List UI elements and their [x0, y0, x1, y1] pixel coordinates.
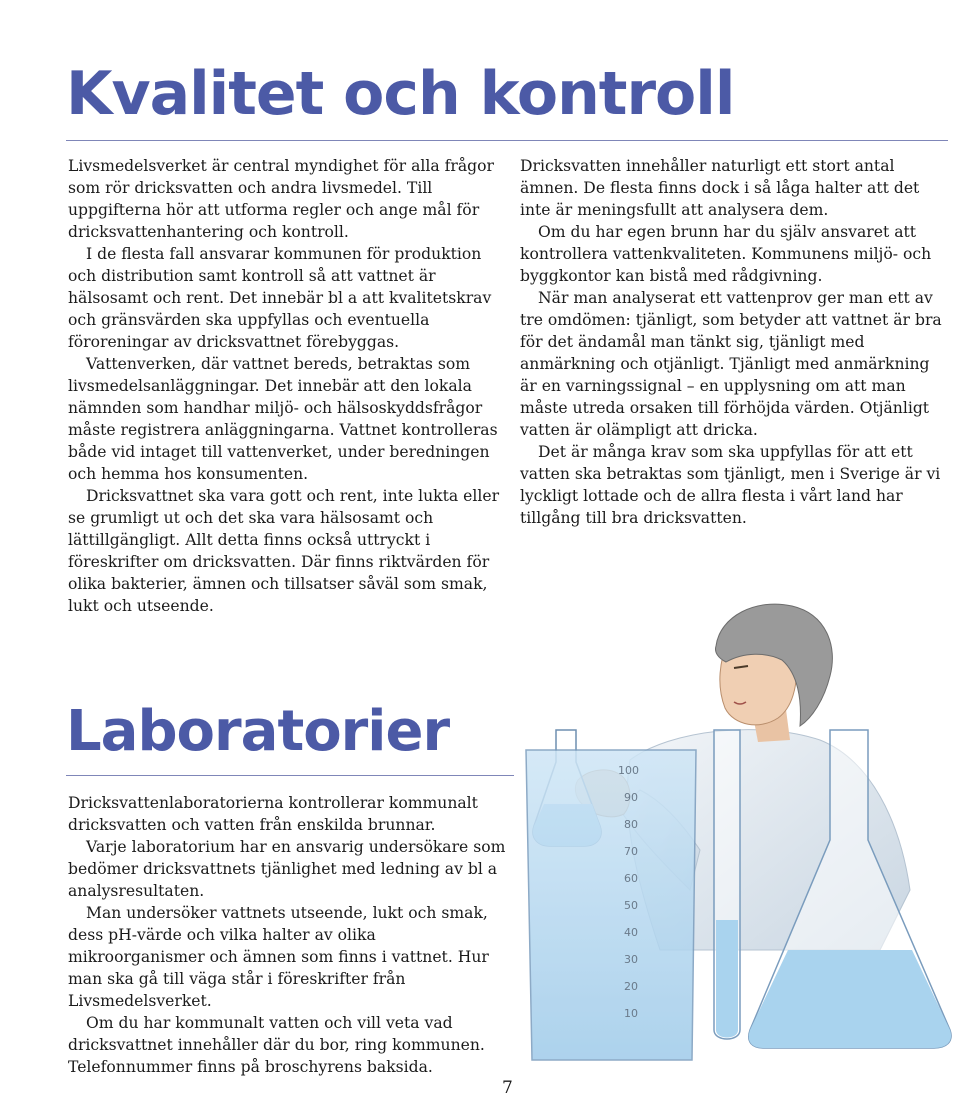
paragraph: Vattenverken, där vattnet bereds, betraktas som livsmedelsanläggningar. Det innebär att den lokala nämnden som handhar miljö- och hälsoskyddsfrågor måste registrera anläggningarna. Vattnet kontrolleras både vid intaget till vattenverket, under beredningen och hemma hos konsumenten.	[68, 355, 498, 483]
scale-label: 80	[624, 818, 638, 831]
scale-label: 50	[624, 899, 638, 912]
scale-label: 10	[624, 1007, 638, 1020]
lab-technician-illustration	[520, 590, 960, 1066]
heading-rule	[66, 775, 514, 776]
scale-label: 70	[624, 845, 638, 858]
text-column-laboratorier	[68, 792, 510, 1078]
paragraph: Livsmedelsverket är central myndighet för alla frågor som rör dricksvatten och andra livsmedel. Till uppgifterna hör att utforma regler och ange mål för dricksvattenhantering och kontroll.	[68, 157, 494, 241]
paragraph: Dricksvatten innehåller naturligt ett stort antal ämnen. De flesta finns dock i så låga halter att det inte är meningsfullt att analysera dem.	[520, 157, 920, 219]
paragraph: Om du har kommunalt vatten och vill veta vad dricksvattnet innehåller där du bor, ring kommunen. Telefonnummer finns på broschyrens baksida.	[68, 1014, 485, 1076]
test-tube-water	[716, 920, 738, 1038]
paragraph: När man analyserat ett vattenprov ger man ett av tre omdömen: tjänligt, som betyder att vattnet är bra för det ändamål man tänkt sig, tjänligt med anmärkning och otjänligt. Tjänligt med anmärkning är en varningssignal – en upplysning om att man måste utreda orsaken till förhöjda värden. Otjänligt vatten är olämpligt att dricka.	[520, 289, 942, 439]
paragraph: Dricksvattnet ska vara gott och rent, inte lukta eller se grumligt ut och det ska vara hälsosamt och lättillgängligt. Allt detta finns också uttryckt i föreskrifter om dricksvatten. Där finns riktvärden för olika bakterier, ämnen och tillsatser såväl som smak, lukt och utseende.	[68, 487, 500, 615]
text-column-left	[68, 155, 510, 617]
scale-label: 60	[624, 872, 638, 885]
scale-label: 90	[624, 791, 638, 804]
paragraph: Varje laboratorium har en ansvarig undersökare som bedömer dricksvattnets tjänlighet med ledning av bl a analysresultaten.	[68, 838, 506, 900]
scale-label: 40	[624, 926, 638, 939]
scale-label: 20	[624, 980, 638, 993]
section-title-kvalitet: Kvalitet och kontroll	[66, 59, 735, 129]
section-title-laboratorier: Laboratorier	[66, 699, 450, 764]
paragraph: I de flesta fall ansvarar kommunen för produktion och distribution samt kontroll så att vattnet är hälsosamt och rent. Det innebär bl a att kvalitetskrav och gränsvärden ska uppfyllas och eventuella föroreningar av dricksvattnet förebyggas.	[68, 245, 492, 351]
scale-label: 30	[624, 953, 638, 966]
paragraph: Om du har egen brunn har du själv ansvaret att kontrollera vattenkvaliteten. Kommunens miljö- och byggkontor kan bistå med rådgivning.	[520, 223, 932, 285]
paragraph: Det är många krav som ska uppfyllas för att ett vatten ska betraktas som tjänligt, men i Sverige är vi lyckligt lottade och de allra flesta i vårt land har tillgång till bra dricksvatten.	[520, 443, 941, 527]
paragraph: Dricksvattenlaboratorierna kontrollerar kommunalt dricksvatten och vatten från enskilda brunnar.	[68, 794, 478, 834]
paragraph: Man undersöker vattnets utseende, lukt och smak, dess pH-värde och vilka halter av olika mikroorganismer och ämnen som finns i vattnet. Hur man ska gå till väga står i föreskrifter från Livsmedelsverket.	[68, 904, 489, 1010]
scale-label: 100	[618, 764, 639, 777]
text-column-right	[520, 155, 950, 529]
page-number: 7	[502, 1078, 513, 1098]
beaker	[526, 750, 696, 1060]
heading-rule	[66, 140, 948, 141]
